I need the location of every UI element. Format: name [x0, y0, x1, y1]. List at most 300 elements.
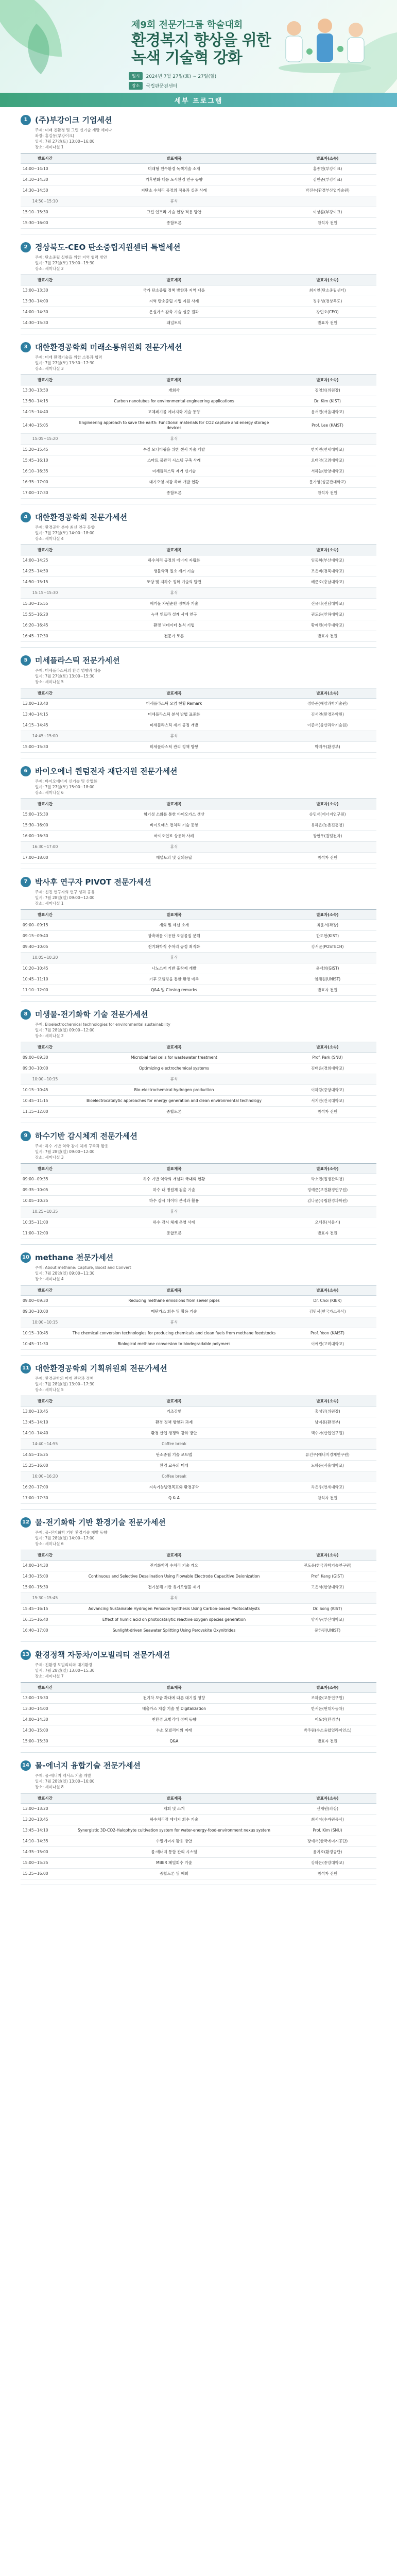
session-title: 대한환경공학회 기획위원회 전문가세션 [35, 1364, 167, 1373]
break-row [21, 1074, 376, 1085]
session-title: 대한환경공학회 전문가세션 [35, 513, 128, 522]
session-meta-line: 장소: 세미나실 3 [35, 1155, 64, 1160]
table-row [21, 1417, 376, 1428]
schedule-table [21, 1042, 376, 1117]
row-topic: 환경 정책 방향과 과제 [70, 1417, 279, 1428]
schedule-table [21, 1396, 376, 1504]
session-number: 11 [21, 1363, 31, 1374]
row-time: 16:00~16:20 [21, 1471, 70, 1482]
table-row [21, 1715, 376, 1725]
row-time: 16:20~17:00 [21, 1482, 70, 1493]
table-row [21, 1847, 376, 1858]
row-topic: 하수 감시 체계 운영 사례 [70, 1217, 279, 1228]
session-meta [21, 1265, 376, 1282]
schedule-header-row [21, 1793, 376, 1804]
table-row [21, 1196, 376, 1207]
row-topic: 기조강연 [70, 1406, 279, 1417]
row-time: 10:35~11:00 [21, 1217, 70, 1228]
session-meta-line: 주제: 하수 기반 역학 감시 체계 구축과 활용 [35, 1144, 109, 1148]
row-presenter [279, 196, 376, 207]
table-row [21, 1228, 376, 1239]
row-presenter: 참석자 전원 [279, 1493, 376, 1504]
table-row [21, 1174, 376, 1185]
table-row [21, 1053, 376, 1063]
row-topic: 지속가능발전목표와 환경공학 [70, 1482, 279, 1493]
schedule-header-row [21, 545, 376, 555]
session-meta [21, 668, 376, 685]
session-block [0, 234, 397, 332]
event-title-line2: 녹색 기술혁 강화 [131, 49, 242, 67]
row-time: 14:00~14:25 [21, 555, 70, 566]
row-time: 09:35~10:05 [21, 1185, 70, 1196]
row-presenter: 발표자 전원 [279, 1228, 376, 1239]
row-time: 14:30~15:00 [21, 1571, 70, 1582]
row-time: 15:30~16:00 [21, 820, 70, 831]
table-row [21, 418, 376, 434]
row-presenter: 발표자 전원 [279, 985, 376, 996]
row-topic: 휴식 [70, 1207, 279, 1217]
row-time: 15:20~15:45 [21, 445, 70, 455]
row-presenter: 김영희(위원장) [279, 385, 376, 396]
row-topic: Engineering approach to save the earth: Functional materials for CO2 capture and energy storage devices [70, 418, 279, 434]
row-topic: 패널토의 및 질의응답 [70, 853, 279, 863]
session-meta [21, 1773, 376, 1790]
session-number: 3 [21, 342, 31, 352]
table-row [21, 1736, 376, 1747]
session-meta-line: 장소: 세미나실 5 [35, 680, 64, 684]
col-topic-header: 발표제목 [70, 910, 279, 920]
table-row [21, 1217, 376, 1228]
session-meta-line: 좌장: 홍길동(부강이크) [35, 133, 74, 138]
session-header [21, 242, 376, 252]
row-time: 13:45~14:10 [21, 1417, 70, 1428]
row-presenter: 송민재(에너지연구원) [279, 809, 376, 820]
row-time: 10:25~10:35 [21, 1207, 70, 1217]
row-topic: Carbon nanotubes for environmental engineering applications [70, 396, 279, 407]
row-presenter: 김민준(부강이크) [279, 175, 376, 185]
row-topic: 고체폐기물 에너지화 기술 동향 [70, 407, 279, 418]
row-time: 15:15~15:30 [21, 588, 70, 599]
row-topic: Q&A [70, 1736, 279, 1747]
row-time: 09:40~10:05 [21, 942, 70, 953]
row-time: 15:55~16:20 [21, 609, 70, 620]
session-meta [21, 127, 376, 150]
row-presenter: 참석자 전원 [279, 488, 376, 499]
session-meta [21, 889, 376, 906]
session-meta-line: 주제: 미래 환경기술을 위한 소통과 협력 [35, 355, 102, 360]
table-row [21, 985, 376, 996]
session-meta [21, 1530, 376, 1547]
row-time: 13:00~13:45 [21, 1406, 70, 1417]
session-meta-line: 장소: 세미나실 8 [35, 1785, 64, 1789]
col-time-header: 발표시간 [21, 1285, 70, 1296]
session-header [21, 1363, 376, 1374]
event-title [131, 32, 271, 67]
row-topic: 휴식 [70, 842, 279, 853]
session-number: 5 [21, 655, 31, 666]
row-topic: 전기차 보급 확대에 따른 대기질 영향 [70, 1693, 279, 1704]
row-topic: 전기분해 기반 유기오염물 제거 [70, 1582, 279, 1593]
session-block [0, 1642, 397, 1750]
row-presenter: 김태윤(경희대학교) [279, 1063, 376, 1074]
schedule-header-row [21, 375, 376, 385]
row-presenter: 참석자 전원 [279, 218, 376, 229]
row-topic: 저탄소 수처리 공정의 적용과 실증 사례 [70, 185, 279, 196]
row-time: 13:00~13:30 [21, 285, 70, 296]
session-number: 6 [21, 766, 31, 776]
table-row [21, 218, 376, 229]
row-topic: 패널토의 [70, 318, 279, 329]
row-time: 16:35~17:00 [21, 477, 70, 488]
session-meta-line: 장소: 세미나실 5 [35, 1387, 64, 1392]
col-time-header: 발표시간 [21, 545, 70, 555]
row-time: 13:00~13:30 [21, 1693, 70, 1704]
row-time: 13:30~13:50 [21, 385, 70, 396]
row-topic: MBER 폐열회수 기술 [70, 1858, 279, 1869]
session-meta [21, 1376, 376, 1393]
event-title-line1: 환경복지 향상을 위한 [131, 31, 271, 49]
row-time: 15:00~15:30 [21, 809, 70, 820]
row-topic: 휴식 [70, 1593, 279, 1604]
schedule-table [21, 688, 376, 753]
row-topic: Bio-electrochemical hydrogen production [70, 1085, 279, 1096]
session-header [21, 1649, 376, 1660]
row-time: 15:25~16:00 [21, 1461, 70, 1471]
row-presenter [279, 953, 376, 963]
session-meta-line: 일시: 7월 28일(일) 13:00~15:30 [35, 1668, 95, 1673]
schedule-table [21, 375, 376, 499]
row-topic: 온실가스 감축 기술 실증 결과 [70, 307, 279, 318]
schedule-header-row [21, 1042, 376, 1053]
break-row [21, 842, 376, 853]
session-meta-line: 장소: 세미나실 4 [35, 536, 64, 541]
session-header [21, 766, 376, 776]
row-topic: 하수 기반 역학의 개념과 국내외 현황 [70, 1174, 279, 1185]
row-presenter: 강하은(중앙대학교) [279, 1858, 376, 1869]
row-topic: 수질 모니터링을 위한 센서 기술 개발 [70, 445, 279, 455]
col-time-header: 발표시간 [21, 1396, 70, 1406]
row-time: 09:00~09:15 [21, 920, 70, 931]
row-time: 15:10~15:30 [21, 207, 70, 218]
row-topic: 토양 및 지하수 정화 기술의 발전 [70, 577, 279, 588]
session-meta-line: 일시: 7월 28일(일) 13:00~16:00 [35, 1779, 95, 1784]
row-presenter: 정예준(보건환경연구원) [279, 1185, 376, 1196]
row-presenter: 유하은(농촌진흥청) [279, 820, 376, 831]
row-presenter: 윤서진(서울대학교) [279, 407, 376, 418]
session-title: 물-에너지 융합기술 전문가세션 [35, 1761, 141, 1770]
table-row [21, 1085, 376, 1096]
col-presenter-header: 발표자(소속) [279, 688, 376, 699]
table-row [21, 285, 376, 296]
row-topic: 전기화학적 수처리 공정 최적화 [70, 942, 279, 953]
row-topic: 하수 감시 데이터 분석과 활용 [70, 1196, 279, 1207]
session-block [0, 1753, 397, 1883]
row-presenter: 임채원(UNIST) [279, 974, 376, 985]
schedule-table [21, 153, 376, 229]
table-row [21, 963, 376, 974]
table-row [21, 1096, 376, 1107]
row-topic: Bioelectrocatalytic approaches for energy generation and clean environmental technology [70, 1096, 279, 1107]
row-topic: 스마트 물관리 시스템 구축 사례 [70, 455, 279, 466]
row-topic: Coffee break [70, 1439, 279, 1450]
row-presenter: 장현우(퀀텀전자) [279, 831, 376, 842]
row-presenter: Prof. Lee (KAIST) [279, 418, 376, 434]
schedule-table [21, 275, 376, 329]
table-row [21, 1625, 376, 1636]
row-presenter: 박지우(환경부) [279, 742, 376, 753]
table-row [21, 488, 376, 499]
table-row [21, 1339, 376, 1350]
session-title: 박사후 연구자 PIVOT 전문가세션 [35, 877, 151, 887]
break-row [21, 1317, 376, 1328]
row-topic: 개회 및 세션 소개 [70, 920, 279, 931]
schedule-table [21, 1793, 376, 1879]
row-topic: The chemical conversion technologies for producing chemicals and clean fuels from methane feedstocks [70, 1328, 279, 1339]
row-topic: 수열에너지 활용 방안 [70, 1836, 279, 1847]
row-time: 10:00~10:15 [21, 1074, 70, 1085]
table-row [21, 942, 376, 953]
row-time: 14:55~15:25 [21, 1450, 70, 1461]
row-presenter: 박진수(환경부산업기술원) [279, 185, 376, 196]
row-time: 11:15~12:00 [21, 1107, 70, 1117]
row-time: 15:00~15:30 [21, 742, 70, 753]
table-row [21, 1428, 376, 1439]
row-time: 10:00~10:15 [21, 1317, 70, 1328]
session-meta [21, 524, 376, 541]
row-time: 10:45~11:10 [21, 974, 70, 985]
event-info [129, 72, 216, 92]
row-presenter: 윤지호(환경공단) [279, 1847, 376, 1858]
table-row [21, 577, 376, 588]
session-header [21, 1130, 376, 1141]
row-topic: 국가 탄소중립 정책 방향과 지역 대응 [70, 285, 279, 296]
row-presenter: 이하람(중앙대학교) [279, 1085, 376, 1096]
row-topic: Effect of humic acid on photocatalytic reactive oxygen species generation [70, 1615, 279, 1625]
row-presenter: 이상훈(부강이크) [279, 207, 376, 218]
row-time: 14:45~15:00 [21, 731, 70, 742]
row-time: 16:15~16:40 [21, 1615, 70, 1625]
row-presenter: 노하윤(서울대학교) [279, 1461, 376, 1471]
table-row [21, 709, 376, 720]
session-meta-line: 주제: 환경공학의 미래 전략과 정책 [35, 1376, 94, 1381]
row-time: 14:40~15:05 [21, 418, 70, 434]
session-meta-line: 장소: 세미나실 7 [35, 1674, 64, 1679]
table-row [21, 1450, 376, 1461]
row-presenter [279, 842, 376, 853]
table-row [21, 920, 376, 931]
row-time: 14:30~15:30 [21, 318, 70, 329]
row-time: 09:15~09:40 [21, 931, 70, 942]
row-time: 16:30~17:00 [21, 842, 70, 853]
row-presenter: 윤재희(GIST) [279, 963, 376, 974]
session-meta-line: 장소: 세미나실 2 [35, 1033, 64, 1038]
row-presenter: 백수아(산업연구원) [279, 1428, 376, 1439]
table-row [21, 385, 376, 396]
row-time: 10:15~10:45 [21, 1328, 70, 1339]
col-presenter-header: 발표자(소속) [279, 375, 376, 385]
row-time: 10:45~11:30 [21, 1339, 70, 1350]
row-presenter: 참석자 전원 [279, 853, 376, 863]
row-topic: Biological methane conversion to biodegradable polymers [70, 1339, 279, 1350]
col-time-header: 발표시간 [21, 799, 70, 809]
row-presenter: 신재원(좌장) [279, 1804, 376, 1815]
row-time: 10:05~10:20 [21, 953, 70, 963]
row-topic: 종합토론 [70, 218, 279, 229]
table-row [21, 407, 376, 418]
row-time: 13:00~13:20 [21, 1804, 70, 1815]
table-row [21, 1493, 376, 1504]
row-time: 17:00~18:00 [21, 853, 70, 863]
row-topic: Coffee break [70, 1471, 279, 1482]
session-meta-line: 주제: 물-전기화학 기반 환경기술 개발 동향 [35, 1530, 108, 1535]
table-row [21, 1725, 376, 1736]
row-time: 09:30~10:00 [21, 1307, 70, 1317]
break-row [21, 1471, 376, 1482]
row-time: 17:00~17:30 [21, 1493, 70, 1504]
row-topic: 휴식 [70, 196, 279, 207]
col-topic-header: 발표제목 [70, 545, 279, 555]
schedule-header-row [21, 1396, 376, 1406]
row-topic: 생물학적 질소 제거 기술 [70, 566, 279, 577]
row-presenter: 이예린(고려대학교) [279, 1339, 376, 1350]
row-presenter: Prof. Park (SNU) [279, 1053, 376, 1063]
table-row [21, 599, 376, 609]
row-topic: Sunlight-driven Seawater Splitting Using Perovskite Oxynitrides [70, 1625, 279, 1636]
row-topic: 탄소중립 기술 로드맵 [70, 1450, 279, 1461]
break-row [21, 731, 376, 742]
session-meta-line: 일시: 7월 27일(토) 13:00~15:30 [35, 261, 95, 265]
row-presenter: 참석자 전원 [279, 1107, 376, 1117]
row-time: 16:10~16:35 [21, 466, 70, 477]
venue-value: 국립판문진센터 [146, 84, 178, 89]
session-header [21, 876, 376, 887]
row-time: 14:40~14:55 [21, 1439, 70, 1450]
row-topic: 환경 빅데이터 분석 기법 [70, 620, 279, 631]
col-presenter-header: 발표자(소속) [279, 275, 376, 285]
session-header [21, 342, 376, 352]
break-row [21, 1207, 376, 1217]
row-topic: 미래형 친수환경 녹색기술 소개 [70, 164, 279, 175]
session-meta-line: 주제: 물-에너지 넥서스 기술 개발 [35, 1773, 91, 1778]
row-time: 14:00~14:30 [21, 1561, 70, 1571]
row-topic: 휴식 [70, 588, 279, 599]
session-meta [21, 1022, 376, 1039]
session-number: 10 [21, 1252, 31, 1263]
session-header [21, 1760, 376, 1771]
row-time: 16:20~16:45 [21, 620, 70, 631]
table-row [21, 1836, 376, 1847]
row-time: 13:20~13:45 [21, 1815, 70, 1825]
row-topic: 휴식 [70, 1317, 279, 1328]
col-topic-header: 발표제목 [70, 375, 279, 385]
sessions-container [0, 107, 397, 1885]
row-topic: 미세플라스틱 오염 현황 Remark [70, 699, 279, 709]
row-time: 13:50~14:15 [21, 396, 70, 407]
row-time: 15:05~15:20 [21, 434, 70, 445]
session-meta-line: 장소: 세미나실 2 [35, 266, 64, 271]
table-row [21, 1461, 376, 1471]
col-time-header: 발표시간 [21, 275, 70, 285]
row-topic: Reducing methane emissions from sewer pipes [70, 1296, 279, 1307]
row-topic: 종합토론 [70, 488, 279, 499]
session-header [21, 114, 376, 125]
table-row [21, 318, 376, 329]
row-topic: 환경 산업 경쟁력 강화 방안 [70, 1428, 279, 1439]
col-presenter-header: 발표자(소속) [279, 799, 376, 809]
row-topic: 녹색 인프라 설계 사례 연구 [70, 609, 279, 620]
schedule-header-row [21, 688, 376, 699]
table-row [21, 1406, 376, 1417]
session-meta-line: 장소: 세미나실 1 [35, 145, 64, 149]
table-row [21, 720, 376, 731]
session-number: 8 [21, 1009, 31, 1020]
session-block [0, 107, 397, 232]
table-row [21, 466, 376, 477]
row-presenter: 발표자 전원 [279, 631, 376, 642]
session-meta-line: 장소: 세미나실 6 [35, 1541, 64, 1546]
row-presenter: 이도현(환경부) [279, 1715, 376, 1725]
schedule-table [21, 1682, 376, 1747]
session-title: 미세플라스틱 전문가세션 [35, 656, 120, 665]
row-topic: 하수 내 병원체 검출 기술 [70, 1185, 279, 1196]
row-topic: 혐기성 소화를 통한 바이오가스 생산 [70, 809, 279, 820]
session-meta-line: 주제: 미래 친환경 및 그린 신기술 개발 세미나 [35, 128, 112, 132]
session-number: 13 [21, 1650, 31, 1660]
table-row [21, 566, 376, 577]
session-meta-line: 일시: 7월 27일(토) 13:00~16:00 [35, 139, 95, 144]
break-row [21, 434, 376, 445]
row-presenter: 배준호(충남대학교) [279, 577, 376, 588]
schedule-table [21, 545, 376, 642]
session-block [0, 869, 397, 999]
row-time: 14:35~15:00 [21, 1847, 70, 1858]
session-title: 환경정책 자동차/이모빌리티 전문가세션 [35, 1650, 170, 1659]
row-presenter: Prof. Yoon (KAIST) [279, 1328, 376, 1339]
row-time: 13:00~13:40 [21, 699, 70, 709]
row-presenter: 문하린(UNIST) [279, 1625, 376, 1636]
session-meta-line: 장소: 세미나실 4 [35, 1277, 64, 1281]
row-presenter: 문가영(성균관대학교) [279, 477, 376, 488]
row-time: 15:45~16:15 [21, 1604, 70, 1615]
col-presenter-header: 발표자(소속) [279, 1793, 376, 1804]
row-topic: 배출가스 저감 기술 및 Digitalization [70, 1704, 279, 1715]
schedule-header-row [21, 1550, 376, 1561]
row-topic: 하수처리 공정의 에너지 자립화 [70, 555, 279, 566]
row-presenter: 고은서(한양대학교) [279, 1582, 376, 1593]
col-topic-header: 발표제목 [70, 1793, 279, 1804]
row-presenter: Prof. Kang (GIST) [279, 1571, 376, 1582]
session-title: 하수기반 감시체계 전문가세션 [35, 1131, 137, 1141]
break-row [21, 1593, 376, 1604]
researchers-illustration [273, 10, 376, 77]
row-time: 09:30~10:00 [21, 1063, 70, 1074]
session-header [21, 655, 376, 666]
table-row [21, 307, 376, 318]
table-row [21, 477, 376, 488]
break-row [21, 1439, 376, 1450]
session-meta-line: 장소: 세미나실 3 [35, 366, 64, 371]
row-presenter: 양시우(부산대학교) [279, 1615, 376, 1625]
row-presenter: 권도윤(인하대학교) [279, 609, 376, 620]
session-title: 경상북도-CEO 탄소중립지원센터 특별세션 [35, 243, 181, 252]
row-topic: 종합토론 [70, 1107, 279, 1117]
table-row [21, 1804, 376, 1815]
session-block [0, 334, 397, 502]
row-time: 14:00~14:10 [21, 164, 70, 175]
table-row [21, 175, 376, 185]
row-presenter: 임동혁(부산대학교) [279, 555, 376, 566]
session-meta-line: 장소: 세미나실 1 [35, 901, 64, 906]
